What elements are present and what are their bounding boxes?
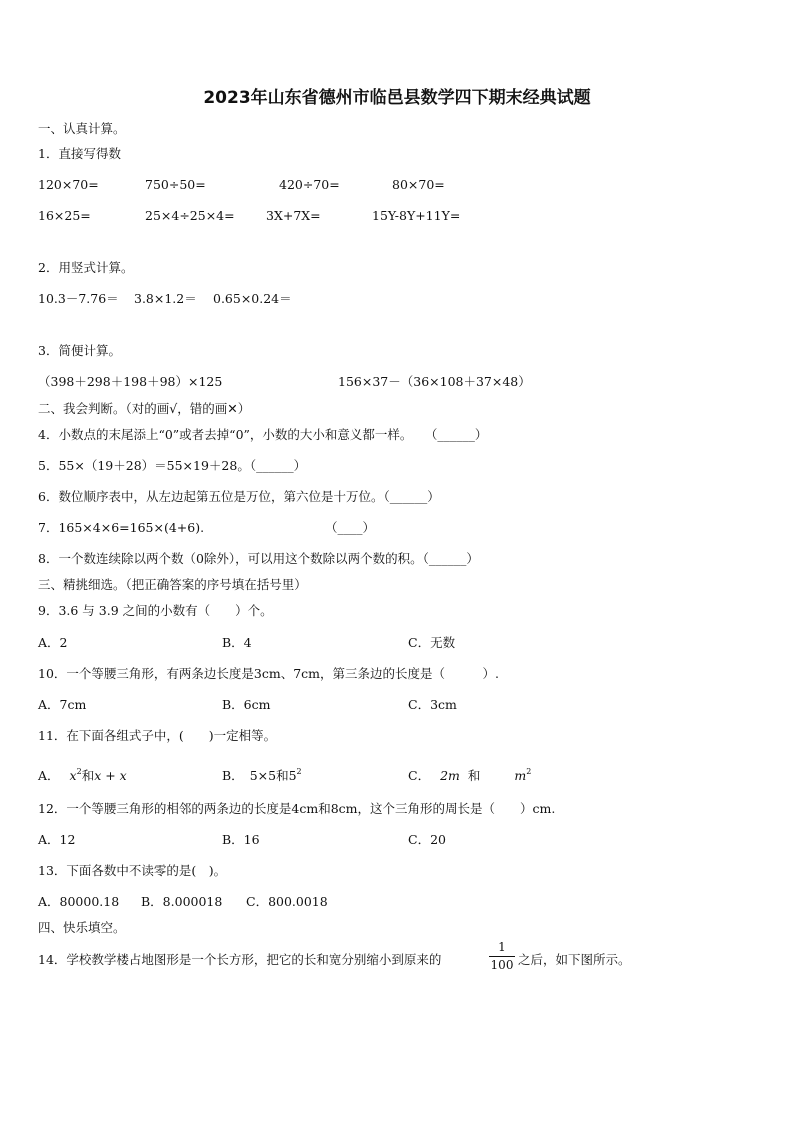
exponent: 2 bbox=[76, 767, 82, 776]
q1-item: 120×70= bbox=[38, 177, 99, 192]
option-b: B．8.000018 bbox=[141, 894, 223, 909]
and-word: 和 bbox=[276, 768, 289, 783]
q1-item: 25×4÷25×4= bbox=[145, 208, 235, 223]
math-base: 5 bbox=[288, 768, 297, 783]
question-14 bbox=[38, 952, 441, 968]
and-word: 和 bbox=[467, 768, 481, 783]
question-7: 7．165×4×6=165×(4+6). bbox=[38, 520, 205, 535]
q1-item: 420÷70= bbox=[279, 177, 340, 192]
option-a bbox=[38, 764, 127, 784]
q2-item: 10.3－7.76＝ bbox=[38, 291, 119, 306]
section-heading-3: 三、精挑细选。（把正确答案的序号填在括号里） bbox=[38, 577, 307, 592]
option-a: A．7cm bbox=[38, 697, 87, 712]
option-c: C．3cm bbox=[408, 697, 457, 712]
option-a: A．2 bbox=[38, 635, 68, 650]
question-7-blank: （____） bbox=[325, 520, 376, 535]
option-a: A．80000.18 bbox=[38, 894, 120, 909]
question-5: 5．55×（19＋28）＝55×19＋28。（______） bbox=[38, 458, 307, 473]
question-2-heading: 2．用竖式计算。 bbox=[38, 260, 134, 275]
math-expression: x + x bbox=[94, 768, 127, 783]
section-heading-2: 二、我会判断。（对的画√，错的画✕） bbox=[38, 401, 251, 416]
option-c: C．无数 bbox=[408, 635, 456, 650]
question-8: 8．一个数连续除以两个数（0除外），可以用这个数除以两个数的积。（______） bbox=[38, 551, 479, 566]
math-expression: 5×5 bbox=[249, 768, 277, 783]
q1-item: 3X+7X= bbox=[266, 208, 321, 223]
option-b bbox=[222, 764, 302, 784]
and-word: 和 bbox=[81, 768, 95, 783]
question-13: 13．下面各数中不读零的是( )。 bbox=[38, 863, 227, 878]
fraction-denominator: 100 bbox=[490, 958, 514, 972]
question-1-heading: 1．直接写得数 bbox=[38, 146, 121, 161]
exponent: 2 bbox=[526, 767, 532, 776]
option-a: A．12 bbox=[38, 832, 76, 847]
math-expression: 2m bbox=[440, 768, 460, 783]
question-6: 6．数位顺序表中，从左边起第五位是万位，第六位是十万位。（______） bbox=[38, 489, 440, 504]
q1-item: 16×25= bbox=[38, 208, 91, 223]
option-label: A． bbox=[38, 768, 60, 783]
question-4: 4．小数点的末尾添上“0”或者去掉“0”，小数的大小和意义都一样。 （______） bbox=[38, 427, 488, 442]
page-title: 2023年山东省德州市临邑县数学四下期末经典试题 bbox=[203, 88, 591, 108]
question-11: 11．在下面各组式子中，( )一定相等。 bbox=[38, 728, 277, 743]
q3-item: 156×37－（36×108＋37×48） bbox=[338, 374, 531, 389]
option-c bbox=[408, 764, 531, 784]
q2-item: 0.65×0.24＝ bbox=[213, 291, 292, 306]
option-b: B．4 bbox=[222, 635, 252, 650]
question-14-text-after: 之后，如下图所示。 bbox=[518, 952, 631, 967]
section-heading-4: 四、快乐填空。 bbox=[38, 920, 126, 935]
q2-item: 3.8×1.2＝ bbox=[134, 291, 197, 306]
exponent: 2 bbox=[296, 767, 302, 776]
option-b: B．16 bbox=[222, 832, 260, 847]
question-3-heading: 3．简便计算。 bbox=[38, 343, 121, 358]
option-b: B．6cm bbox=[222, 697, 271, 712]
question-10: 10．一个等腰三角形，有两条边长度是3cm、7cm，第三条边的长度是（ ）. bbox=[38, 666, 499, 681]
option-label: C． bbox=[408, 768, 431, 783]
option-label: B． bbox=[222, 768, 244, 783]
fraction bbox=[489, 941, 515, 972]
q1-item: 15Y-8Y+11Y= bbox=[372, 208, 461, 223]
q3-item: （398＋298＋198＋98）×125 bbox=[38, 374, 223, 389]
fraction-numerator: 1 bbox=[498, 940, 506, 954]
question-9: 9．3.6 与 3.9 之间的小数有（ ）个。 bbox=[38, 603, 273, 618]
section-heading-1: 一、认真计算。 bbox=[38, 121, 126, 136]
fraction-bar bbox=[489, 956, 515, 957]
question-12: 12．一个等腰三角形的相邻的两条边的长度是4cm和8cm，这个三角形的周长是（ ）cm. bbox=[38, 801, 556, 816]
math-variable: x bbox=[69, 768, 77, 783]
q1-item: 80×70= bbox=[392, 177, 445, 192]
question-14-text-before: 14．学校教学楼占地图形是一个长方形，把它的长和宽分别缩小到原来的 bbox=[38, 952, 442, 967]
q1-item: 750÷50= bbox=[145, 177, 206, 192]
math-variable: m bbox=[514, 768, 527, 783]
option-c: C．800.0018 bbox=[246, 894, 328, 909]
option-c: C．20 bbox=[408, 832, 446, 847]
